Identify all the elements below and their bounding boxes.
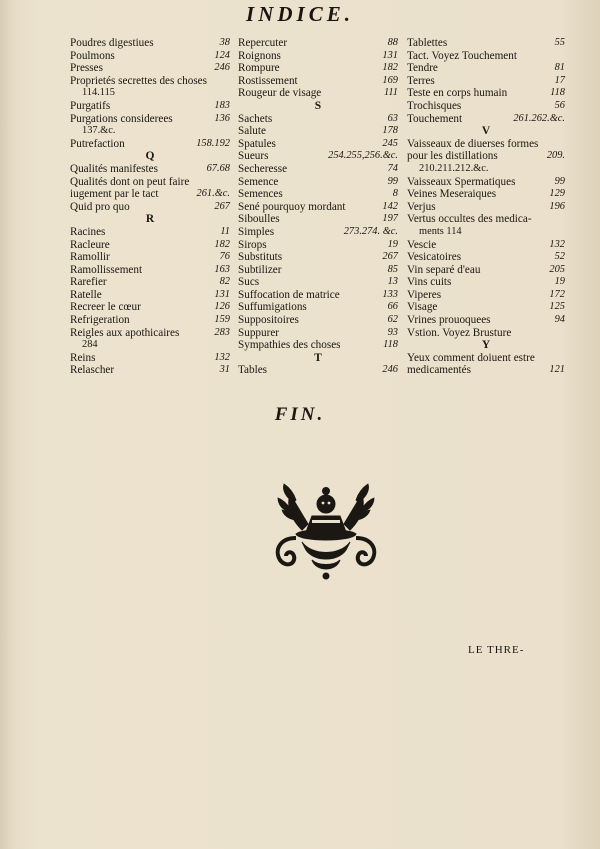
entry-page-ref: 52 bbox=[554, 251, 565, 263]
entry-page-ref: 245 bbox=[382, 137, 398, 149]
entry-term: Tact. Voyez Touchement bbox=[407, 49, 517, 62]
entry-term: Yeux comment doiuent estre bbox=[407, 351, 535, 364]
entry-term: Sympathies des choses bbox=[238, 339, 341, 352]
entry-term: Rompure bbox=[238, 62, 280, 75]
index-entry bbox=[407, 62, 565, 75]
section-letter: S bbox=[314, 99, 322, 112]
entry-term: Suffumigations bbox=[238, 301, 307, 314]
entry-page-ref: 82 bbox=[219, 276, 230, 288]
entry-term: Purgations considerees bbox=[70, 112, 173, 125]
index-column-3 bbox=[407, 37, 565, 377]
entry-term: Siboulles bbox=[238, 213, 280, 226]
entry-term: Visage bbox=[407, 301, 438, 314]
entry-term: Presses bbox=[70, 62, 103, 75]
entry-term: Poulmons bbox=[70, 49, 115, 62]
entry-page-ref: 197 bbox=[382, 213, 398, 225]
entry-page-ref: 111 bbox=[383, 87, 398, 99]
page-title: INDICE. bbox=[246, 2, 354, 26]
entry-page-ref: 118 bbox=[550, 87, 565, 99]
index-entry bbox=[70, 201, 230, 214]
entry-term: Tables bbox=[238, 364, 268, 377]
index-entry bbox=[238, 62, 398, 75]
entry-page-ref: 66 bbox=[387, 301, 398, 313]
entry-page-ref: 67.68 bbox=[206, 162, 230, 174]
index-entry bbox=[238, 75, 398, 88]
entry-term: Semences bbox=[238, 188, 283, 201]
index-entry bbox=[238, 50, 398, 63]
entry-page-ref: 81 bbox=[554, 62, 565, 74]
entry-term: Sucs bbox=[238, 276, 260, 289]
entry-page-ref: 172 bbox=[549, 288, 565, 300]
entry-term: Suppurer bbox=[238, 326, 280, 339]
entry-page-ref: 283 bbox=[214, 326, 230, 338]
entry-continuation: 284 bbox=[82, 339, 98, 351]
entry-page-ref: 11 bbox=[220, 225, 230, 237]
index-entry bbox=[238, 176, 398, 189]
entry-term: Recreer le cœur bbox=[70, 301, 141, 314]
entry-term: Vin separé d'eau bbox=[407, 263, 481, 276]
index-entry bbox=[407, 364, 565, 377]
entry-term: Touchement bbox=[407, 112, 463, 125]
entry-page-ref: 254.255,256.&c. bbox=[328, 150, 398, 162]
entry-page-ref: 124 bbox=[214, 49, 230, 61]
index-entry bbox=[407, 113, 565, 126]
entry-page-ref: 196 bbox=[549, 200, 565, 212]
entry-term: Vesicatoires bbox=[407, 251, 462, 264]
entry-term: Sueurs bbox=[238, 150, 269, 163]
entry-term: Viperes bbox=[407, 288, 442, 301]
entry-page-ref: 129 bbox=[549, 188, 565, 200]
index-entry bbox=[238, 276, 398, 289]
index-entry bbox=[238, 289, 398, 302]
entry-term: Vrines prouoquees bbox=[407, 314, 491, 327]
index-entry bbox=[407, 50, 565, 63]
entry-page-ref: 126 bbox=[214, 301, 230, 313]
section-letter: Y bbox=[481, 339, 491, 352]
entry-page-ref: 31 bbox=[219, 364, 230, 376]
entry-page-ref: 131 bbox=[214, 288, 230, 300]
entry-page-ref: 136 bbox=[214, 112, 230, 124]
index-entry bbox=[70, 163, 230, 176]
index-entry bbox=[70, 50, 230, 63]
entry-page-ref: 63 bbox=[387, 112, 398, 124]
entry-term: Quid pro quo bbox=[70, 200, 130, 213]
entry-term: iugement par le tact bbox=[70, 188, 159, 201]
index-entry bbox=[238, 301, 398, 314]
index-entry bbox=[70, 239, 230, 252]
entry-term: Ramollir bbox=[70, 251, 110, 264]
entry-term: Purgatifs bbox=[70, 99, 111, 112]
entry-term: Vstion. Voyez Brusture bbox=[407, 326, 512, 339]
entry-term: Trochisques bbox=[407, 99, 462, 112]
index-entry bbox=[407, 100, 565, 113]
index-entry bbox=[70, 289, 230, 302]
entry-page-ref: 55 bbox=[554, 37, 565, 48]
entry-term: Tablettes bbox=[407, 37, 448, 49]
index-entry bbox=[70, 176, 230, 189]
entry-page-ref: 74 bbox=[387, 162, 398, 174]
entry-continuation: 210.211.212.&c. bbox=[419, 162, 489, 174]
entry-page-ref: 178 bbox=[382, 125, 398, 137]
entry-page-ref: 99 bbox=[554, 175, 565, 187]
entry-term: Salute bbox=[238, 125, 266, 138]
index-entry bbox=[70, 226, 230, 239]
index-entry bbox=[407, 276, 565, 289]
section-letter: T bbox=[314, 351, 322, 364]
index-entry bbox=[407, 289, 565, 302]
entry-continuation: 137.&c. bbox=[82, 125, 116, 137]
entry-page-ref: 246 bbox=[382, 364, 398, 376]
index-entry bbox=[407, 37, 565, 50]
printer-ornament-icon bbox=[272, 480, 380, 584]
entry-page-ref: 17 bbox=[554, 74, 565, 86]
index-entry bbox=[407, 87, 565, 100]
entry-term: Rarefier bbox=[70, 276, 107, 289]
entry-term: Racleure bbox=[70, 238, 110, 251]
index-column-2 bbox=[238, 37, 398, 377]
catchword: LE THRE- bbox=[468, 644, 525, 656]
entry-term: Vaisseaux Spermatiques bbox=[407, 175, 516, 188]
index-entry bbox=[238, 364, 398, 377]
entry-page-ref: 121 bbox=[549, 364, 565, 376]
entry-page-ref: 209. bbox=[546, 150, 565, 162]
entry-continuation: 114.115 bbox=[82, 87, 115, 99]
entry-page-ref: 99 bbox=[387, 175, 398, 187]
index-entry bbox=[238, 251, 398, 264]
entry-page-ref: 142 bbox=[382, 200, 398, 212]
entry-continuation: ments 114 bbox=[419, 225, 462, 237]
entry-page-ref: 125 bbox=[549, 301, 565, 313]
index-entry bbox=[238, 113, 398, 126]
entry-page-ref: 85 bbox=[387, 263, 398, 275]
index-entry bbox=[407, 251, 565, 264]
index-entry bbox=[70, 100, 230, 113]
entry-term: Putrefaction bbox=[70, 137, 125, 150]
entry-term: Semence bbox=[238, 175, 279, 188]
entry-page-ref: 169 bbox=[382, 74, 398, 86]
index-entry bbox=[70, 264, 230, 277]
entry-page-ref: 163 bbox=[214, 263, 230, 275]
index-entry bbox=[238, 188, 398, 201]
entry-page-ref: 94 bbox=[554, 314, 565, 326]
section-letter: Q bbox=[145, 150, 155, 163]
index-entry bbox=[238, 239, 398, 252]
entry-term: Vertus occultes des medica- bbox=[407, 213, 532, 226]
entry-page-ref: 183 bbox=[214, 99, 230, 111]
index-entry bbox=[407, 301, 565, 314]
entry-term: Sené pourquoy mordant bbox=[238, 200, 346, 213]
entry-term: Vescie bbox=[407, 238, 437, 251]
entry-term: Qualités manifestes bbox=[70, 162, 158, 175]
entry-term: Racines bbox=[70, 225, 106, 238]
entry-term: Spatules bbox=[238, 137, 276, 150]
entry-term: Refrigeration bbox=[70, 314, 130, 327]
entry-page-ref: 246 bbox=[214, 62, 230, 74]
index-entry bbox=[238, 264, 398, 277]
entry-term: Secheresse bbox=[238, 162, 288, 175]
index-entry bbox=[70, 364, 230, 377]
entry-page-ref: 38 bbox=[219, 37, 230, 48]
entry-page-ref: 205 bbox=[549, 263, 565, 275]
entry-term: Ramollissement bbox=[70, 263, 143, 276]
entry-page-ref: 118 bbox=[383, 339, 398, 351]
entry-page-ref: 13 bbox=[387, 276, 398, 288]
index-entry bbox=[70, 314, 230, 327]
index-entry bbox=[407, 213, 565, 238]
index-entry bbox=[238, 201, 398, 214]
entry-term: Ratelle bbox=[70, 288, 102, 301]
index-entry bbox=[70, 37, 230, 50]
entry-term: Tendre bbox=[407, 62, 438, 75]
index-entry bbox=[407, 188, 565, 201]
entry-term: Qualités dont on peut faire bbox=[70, 175, 190, 188]
entry-term: Substituts bbox=[238, 251, 283, 264]
index-entry bbox=[238, 125, 398, 138]
index-entry bbox=[238, 87, 398, 100]
entry-page-ref: 133 bbox=[382, 288, 398, 300]
index-entry bbox=[407, 264, 565, 277]
section-letter: V bbox=[481, 125, 491, 138]
entry-page-ref: 132 bbox=[214, 351, 230, 363]
entry-term: pour les distillations bbox=[407, 150, 498, 163]
entry-page-ref: 267 bbox=[382, 251, 398, 263]
index-entry bbox=[407, 239, 565, 252]
entry-page-ref: 76 bbox=[219, 251, 230, 263]
entry-page-ref: 93 bbox=[387, 326, 398, 338]
entry-page-ref: 159 bbox=[214, 314, 230, 326]
entry-term: Subtilizer bbox=[238, 263, 282, 276]
index-column-1 bbox=[70, 37, 230, 377]
entry-page-ref: 182 bbox=[382, 62, 398, 74]
entry-term: Verjus bbox=[407, 200, 436, 213]
entry-page-ref: 131 bbox=[382, 49, 398, 61]
index-entry bbox=[238, 327, 398, 340]
entry-page-ref: 19 bbox=[554, 276, 565, 288]
entry-page-ref: 261.262.&c. bbox=[513, 112, 565, 124]
index-entry bbox=[407, 150, 565, 175]
entry-term: Repercuter bbox=[238, 37, 288, 49]
index-entry bbox=[70, 113, 230, 138]
index-entry bbox=[238, 226, 398, 239]
index-entry bbox=[238, 163, 398, 176]
entry-page-ref: 19 bbox=[387, 238, 398, 250]
index-entry bbox=[407, 327, 565, 340]
index-entry bbox=[70, 188, 230, 201]
entry-term: Sachets bbox=[238, 112, 273, 125]
entry-page-ref: 132 bbox=[549, 238, 565, 250]
entry-page-ref: 56 bbox=[554, 99, 565, 111]
entry-term: Relascher bbox=[70, 364, 115, 377]
index-entry bbox=[407, 75, 565, 88]
entry-term: Roignons bbox=[238, 49, 281, 62]
index-entry bbox=[70, 138, 230, 151]
entry-page-ref: 261.&c. bbox=[196, 188, 230, 200]
entry-term: Sirops bbox=[238, 238, 267, 251]
entry-term: Poudres digestiues bbox=[70, 37, 154, 49]
index-entry bbox=[70, 352, 230, 365]
index-entry bbox=[238, 213, 398, 226]
index-entry bbox=[70, 75, 230, 100]
entry-term: Proprietés secrettes des choses bbox=[70, 74, 208, 87]
index-entry bbox=[238, 150, 398, 163]
entry-term: Suppositoires bbox=[238, 314, 299, 327]
entry-term: Vaisseaux de diuerses formes bbox=[407, 137, 539, 150]
index-entry bbox=[70, 251, 230, 264]
entry-term: Teste en corps humain bbox=[407, 87, 508, 100]
index-entry bbox=[238, 37, 398, 50]
entry-term: medicamentés bbox=[407, 364, 471, 377]
index-entry bbox=[70, 276, 230, 289]
entry-page-ref: 182 bbox=[214, 238, 230, 250]
entry-term: Suffocation de matrice bbox=[238, 288, 340, 301]
index-entry bbox=[70, 327, 230, 352]
index-entry bbox=[238, 314, 398, 327]
entry-page-ref: 62 bbox=[387, 314, 398, 326]
entry-term: Terres bbox=[407, 74, 435, 87]
entry-term: Simples bbox=[238, 225, 275, 238]
index-entry bbox=[407, 176, 565, 189]
entry-page-ref: 158.192 bbox=[196, 137, 230, 149]
entry-term: Reigles aux apothicaires bbox=[70, 326, 180, 339]
index-entry bbox=[407, 138, 565, 151]
index-entry bbox=[238, 138, 398, 151]
entry-term: Rostissement bbox=[238, 74, 298, 87]
index-entry bbox=[70, 62, 230, 75]
entry-term: Reins bbox=[70, 351, 96, 364]
entry-page-ref: 267 bbox=[214, 200, 230, 212]
entry-page-ref: 88 bbox=[387, 37, 398, 48]
section-letter: R bbox=[145, 213, 155, 226]
index-entry bbox=[407, 201, 565, 214]
entry-term: Vins cuits bbox=[407, 276, 452, 289]
fin-label: FIN. bbox=[274, 404, 326, 425]
index-entry bbox=[407, 314, 565, 327]
index-entry bbox=[70, 301, 230, 314]
entry-page-ref: 273.274. &c. bbox=[343, 225, 398, 237]
entry-page-ref: 8 bbox=[392, 188, 398, 200]
entry-term: Veines Meseraiques bbox=[407, 188, 497, 201]
index-entry bbox=[238, 339, 398, 352]
entry-term: Rougeur de visage bbox=[238, 87, 322, 100]
index-entry bbox=[407, 352, 565, 365]
